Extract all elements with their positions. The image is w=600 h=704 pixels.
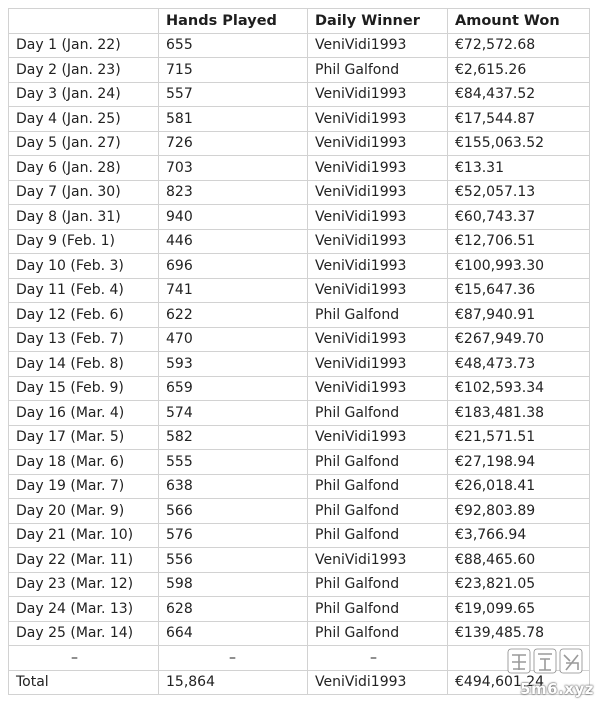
table-row (9, 229, 590, 254)
daily-winner-cell: VeniVidi1993 (308, 156, 448, 181)
daily-winner-cell: Phil Galfond (308, 401, 448, 426)
table-body (9, 33, 590, 695)
table-row (9, 180, 590, 205)
amount-won-cell: €87,940.91 (448, 303, 590, 328)
hands-played-cell: 628 (159, 597, 308, 622)
table-row (9, 254, 590, 279)
table-row (9, 548, 590, 573)
table-row (9, 401, 590, 426)
hands-played-cell: 566 (159, 499, 308, 524)
day-cell: Day 14 (Feb. 8) (9, 352, 159, 377)
day-cell: Day 21 (Mar. 10) (9, 523, 159, 548)
day-cell: Day 19 (Mar. 7) (9, 474, 159, 499)
daily-winner-cell: VeniVidi1993 (308, 376, 448, 401)
hands-played-cell: 696 (159, 254, 308, 279)
amount-won-cell: €60,743.37 (448, 205, 590, 230)
day-cell: Day 12 (Feb. 6) (9, 303, 159, 328)
day-cell: Day 25 (Mar. 14) (9, 621, 159, 646)
daily-winner-cell: VeniVidi1993 (308, 33, 448, 58)
daily-winner-cell: VeniVidi1993 (308, 229, 448, 254)
table-row (9, 33, 590, 58)
amount-won-cell: €48,473.73 (448, 352, 590, 377)
table-row (9, 499, 590, 524)
table-row (9, 278, 590, 303)
amount-won-cell: €26,018.41 (448, 474, 590, 499)
table-row (9, 82, 590, 107)
daily-winner-cell: Phil Galfond (308, 474, 448, 499)
day-cell: Day 13 (Feb. 7) (9, 327, 159, 352)
day-cell: Total (9, 670, 159, 695)
daily-winner-cell: Phil Galfond (308, 499, 448, 524)
day-cell: Day 24 (Mar. 13) (9, 597, 159, 622)
daily-winner-cell: Phil Galfond (308, 572, 448, 597)
hands-played-cell: 659 (159, 376, 308, 401)
amount-won-cell: €100,993.30 (448, 254, 590, 279)
spacer-row (9, 646, 590, 671)
header-cell-daily-winner: Daily Winner (308, 9, 448, 34)
amount-won-cell: €139,485.78 (448, 621, 590, 646)
header-row (9, 9, 590, 34)
day-cell: Day 18 (Mar. 6) (9, 450, 159, 475)
amount-won-cell: €3,766.94 (448, 523, 590, 548)
table-row (9, 327, 590, 352)
amount-won-cell (448, 646, 590, 671)
day-cell: Day 22 (Mar. 11) (9, 548, 159, 573)
day-cell: Day 11 (Feb. 4) (9, 278, 159, 303)
amount-won-cell: €267,949.70 (448, 327, 590, 352)
hands-played-cell: 655 (159, 33, 308, 58)
table-row (9, 107, 590, 132)
daily-winner-cell: VeniVidi1993 (308, 327, 448, 352)
daily-winner-cell: VeniVidi1993 (308, 205, 448, 230)
hands-played-cell: 15,864 (159, 670, 308, 695)
table-row (9, 352, 590, 377)
amount-won-cell: €13.31 (448, 156, 590, 181)
day-cell: Day 6 (Jan. 28) (9, 156, 159, 181)
daily-winner-cell: VeniVidi1993 (308, 254, 448, 279)
table-row (9, 205, 590, 230)
hands-played-cell: 582 (159, 425, 308, 450)
hands-played-cell: 598 (159, 572, 308, 597)
amount-won-cell: €88,465.60 (448, 548, 590, 573)
day-cell: Day 16 (Mar. 4) (9, 401, 159, 426)
table-row (9, 523, 590, 548)
table-row (9, 131, 590, 156)
hands-played-cell: 823 (159, 180, 308, 205)
watermark-site-text: 5m6.xyz (520, 680, 594, 698)
hands-played-cell: – (159, 646, 308, 671)
total-row (9, 670, 590, 695)
hands-played-cell: 470 (159, 327, 308, 352)
amount-won-cell: €494,601.24 (448, 670, 590, 695)
amount-won-cell: €2,615.26 (448, 58, 590, 83)
hands-played-cell: 638 (159, 474, 308, 499)
day-cell: Day 10 (Feb. 3) (9, 254, 159, 279)
table-row (9, 450, 590, 475)
table-row (9, 156, 590, 181)
day-cell: Day 20 (Mar. 9) (9, 499, 159, 524)
results-table (8, 8, 590, 695)
table-row (9, 572, 590, 597)
day-cell: Day 3 (Jan. 24) (9, 82, 159, 107)
daily-winner-cell: Phil Galfond (308, 58, 448, 83)
hands-played-cell: 940 (159, 205, 308, 230)
amount-won-cell: €17,544.87 (448, 107, 590, 132)
amount-won-cell: €72,572.68 (448, 33, 590, 58)
daily-winner-cell: VeniVidi1993 (308, 82, 448, 107)
table-row (9, 474, 590, 499)
daily-winner-cell: – (308, 646, 448, 671)
amount-won-cell: €15,647.36 (448, 278, 590, 303)
hands-played-cell: 557 (159, 82, 308, 107)
daily-winner-cell: Phil Galfond (308, 597, 448, 622)
daily-winner-cell: Phil Galfond (308, 621, 448, 646)
table-row (9, 58, 590, 83)
hands-played-cell: 715 (159, 58, 308, 83)
hands-played-cell: 664 (159, 621, 308, 646)
table-row (9, 425, 590, 450)
daily-winner-cell: VeniVidi1993 (308, 425, 448, 450)
amount-won-cell: €23,821.05 (448, 572, 590, 597)
day-cell: Day 5 (Jan. 27) (9, 131, 159, 156)
amount-won-cell: €19,099.65 (448, 597, 590, 622)
header-cell-hands-played: Hands Played (159, 9, 308, 34)
hands-played-cell: 726 (159, 131, 308, 156)
amount-won-cell: €102,593.34 (448, 376, 590, 401)
day-cell: Day 1 (Jan. 22) (9, 33, 159, 58)
amount-won-cell: €52,057.13 (448, 180, 590, 205)
day-cell: Day 23 (Mar. 12) (9, 572, 159, 597)
daily-winner-cell: VeniVidi1993 (308, 278, 448, 303)
day-cell: Day 4 (Jan. 25) (9, 107, 159, 132)
day-cell: Day 15 (Feb. 9) (9, 376, 159, 401)
day-cell: Day 9 (Feb. 1) (9, 229, 159, 254)
daily-winner-cell: VeniVidi1993 (308, 107, 448, 132)
amount-won-cell: €84,437.52 (448, 82, 590, 107)
amount-won-cell: €183,481.38 (448, 401, 590, 426)
day-cell: Day 7 (Jan. 30) (9, 180, 159, 205)
daily-winner-cell: VeniVidi1993 (308, 352, 448, 377)
hands-played-cell: 581 (159, 107, 308, 132)
hands-played-cell: 576 (159, 523, 308, 548)
daily-winner-cell: VeniVidi1993 (308, 548, 448, 573)
header-cell-amount-won: Amount Won (448, 9, 590, 34)
hands-played-cell: 622 (159, 303, 308, 328)
hands-played-cell: 703 (159, 156, 308, 181)
hands-played-cell: 556 (159, 548, 308, 573)
hands-played-cell: 555 (159, 450, 308, 475)
table-row (9, 376, 590, 401)
daily-winner-cell: Phil Galfond (308, 523, 448, 548)
amount-won-cell: €12,706.51 (448, 229, 590, 254)
daily-winner-cell: VeniVidi1993 (308, 180, 448, 205)
hands-played-cell: 446 (159, 229, 308, 254)
amount-won-cell: €27,198.94 (448, 450, 590, 475)
header-cell-day (9, 9, 159, 34)
table-row (9, 303, 590, 328)
amount-won-cell: €92,803.89 (448, 499, 590, 524)
day-cell: Day 17 (Mar. 5) (9, 425, 159, 450)
day-cell: Day 2 (Jan. 23) (9, 58, 159, 83)
daily-winner-cell: VeniVidi1993 (308, 670, 448, 695)
daily-winner-cell: Phil Galfond (308, 303, 448, 328)
hands-played-cell: 574 (159, 401, 308, 426)
daily-winner-cell: Phil Galfond (308, 450, 448, 475)
daily-winner-cell: VeniVidi1993 (308, 131, 448, 156)
amount-won-cell: €155,063.52 (448, 131, 590, 156)
table-row (9, 597, 590, 622)
amount-won-cell: €21,571.51 (448, 425, 590, 450)
hands-played-cell: 741 (159, 278, 308, 303)
table-row (9, 621, 590, 646)
hands-played-cell: 593 (159, 352, 308, 377)
day-cell: – (9, 646, 159, 671)
day-cell: Day 8 (Jan. 31) (9, 205, 159, 230)
